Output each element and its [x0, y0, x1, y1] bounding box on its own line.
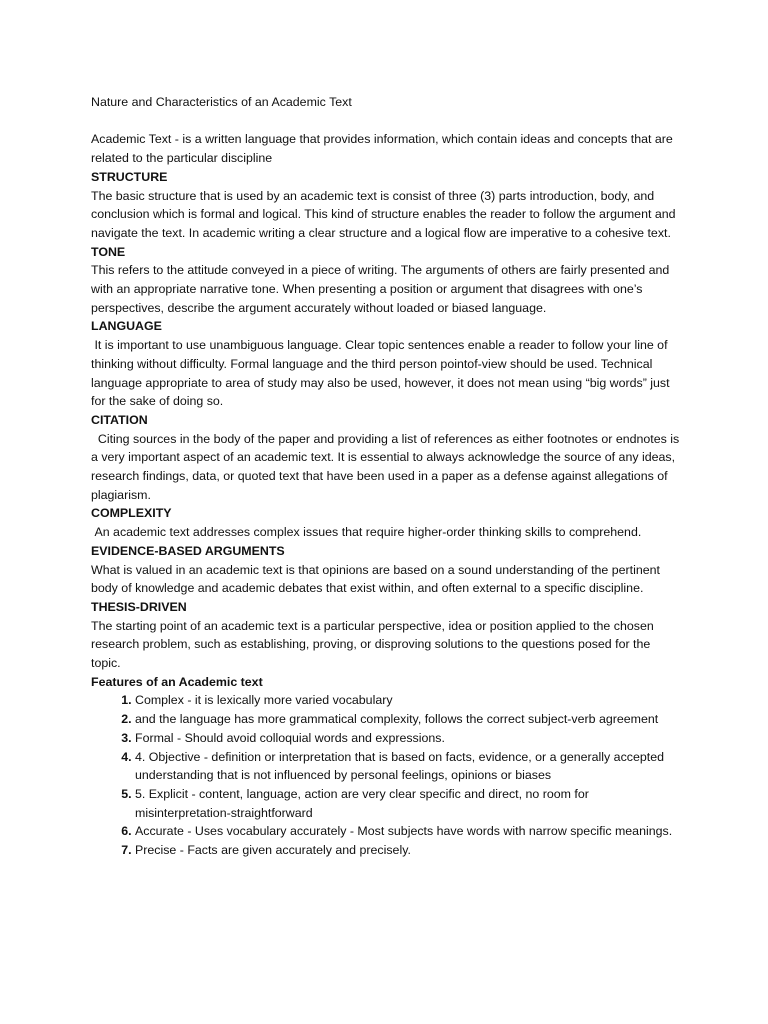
features-heading: Features of an Academic text: [91, 674, 263, 689]
section-body-tone: This refers to the attitude conveyed in a piece of writing. The arguments of others are fairly presented and with an appropriate narrative tone. When presenting a position or argument that disagrees with one’s perspectives, describe the argument accurately without loaded or biased language.: [91, 263, 670, 315]
intro-paragraph: Academic Text - is a written language that provides information, which contain ideas and concepts that are related to the particular discipline: [91, 132, 673, 166]
feature-item-accurate: 6. Accurate - Uses vocabulary accurately - Most subjects have words with narrow specific meanings.: [135, 822, 681, 841]
section-body-complexity: An academic text addresses complex issues that require higher-order thinking skills to comprehend.: [91, 525, 642, 540]
section-heading-evidence-based-arguments: EVIDENCE-BASED ARGUMENTS: [91, 543, 285, 558]
section-heading-citation: CITATION: [91, 412, 148, 427]
section-body-language: It is important to use unambiguous language. Clear topic sentences enable a reader to follow your line of thinking without difficulty. Formal language and the third person pointof-view should be used. Technical language appropriate to area of study may also be used, however, it does not mean using “big words” just for the sake of doing so.: [91, 338, 674, 409]
section-heading-tone: TONE: [91, 244, 126, 259]
features-list: [91, 691, 681, 859]
feature-item-objective: 4. 4. Objective - definition or interpretation that is based on facts, evidence, or a generally accepted understanding that is not influenced by personal feelings, opinions or biases: [135, 748, 681, 785]
section-body-citation: Citing sources in the body of the paper and providing a list of references as either footnotes or endnotes is a very important aspect of an academic text. It is essential to always acknowledge the source of any ideas, research findings, data, or quoted text that have been used in a paper as a defense against allegations of plagiarism.: [91, 431, 683, 502]
feature-item-grammatical-complexity: 2. and the language has more grammatical complexity, follows the correct subject-verb agreement: [135, 710, 681, 729]
feature-item-formal: 3. Formal - Should avoid colloquial words and expressions.: [135, 729, 681, 748]
document-body: [91, 93, 681, 860]
feature-item-precise: 7. Precise - Facts are given accurately and precisely.: [135, 841, 681, 860]
section-body-thesis-driven: The starting point of an academic text is a particular perspective, idea or position applied to the chosen research problem, such as establishing, proving, or disproving solutions to the questions posed for the topic.: [91, 618, 654, 671]
feature-item-complex: 1. Complex - it is lexically more varied vocabulary: [135, 691, 681, 710]
section-heading-complexity: COMPLEXITY: [91, 506, 172, 521]
section-heading-structure: STRUCTURE: [91, 169, 168, 184]
section-heading-thesis-driven: THESIS-DRIVEN: [91, 599, 187, 614]
document-title: Nature and Characteristics of an Academic Text: [91, 95, 352, 109]
section-body-structure: The basic structure that is used by an academic text is consist of three (3) parts introduction, body, and conclusion which is formal and logical. This kind of structure enables the reader to follow the argument and navigate the text. In academic writing a clear structure and a logical flow are imperative to a cohesive text.: [91, 188, 676, 240]
section-heading-language: LANGUAGE: [91, 319, 162, 334]
feature-item-explicit: 5. 5. Explicit - content, language, action are very clear specific and direct, no room for misinterpretation-straightforward: [135, 785, 681, 822]
section-body-evidence-based-arguments: What is valued in an academic text is that opinions are based on a sound understanding of the pertinent body of knowledge and academic debates that exist within, and often external to a specific discipline.: [91, 562, 660, 596]
